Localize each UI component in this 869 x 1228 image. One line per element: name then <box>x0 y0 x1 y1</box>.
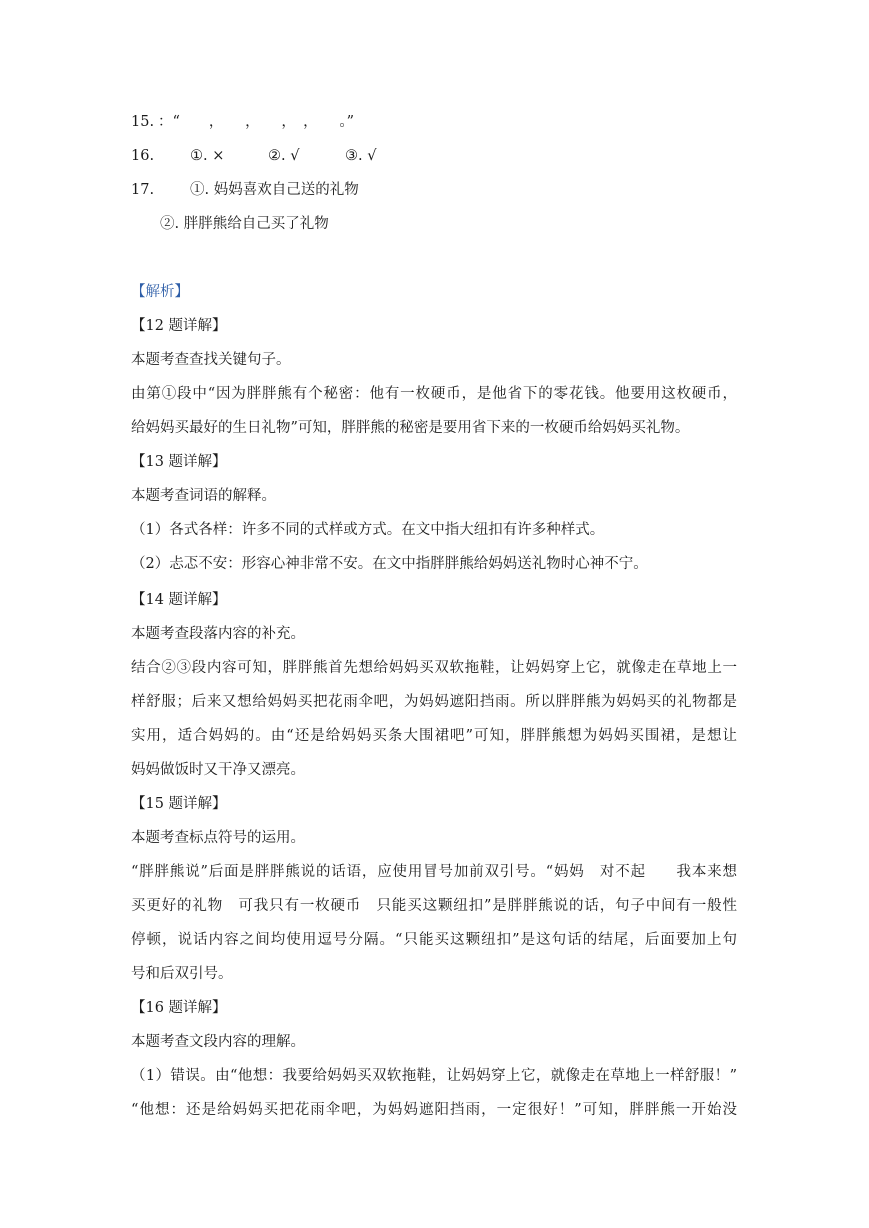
answer-16-number: 16. <box>131 148 155 164</box>
q16-heading: 【16 题详解】 <box>131 1000 227 1016</box>
answer-17-number: 17. <box>131 182 155 198</box>
answer-17-item-2: ②. 胖胖熊给自己买了礼物 <box>160 216 329 232</box>
answer-15-number: 15. <box>131 114 155 130</box>
q13-line-2: （1）各式各样：许多不同的式样或方式。在文中指大纽扣有许多种样式。 <box>131 522 605 538</box>
answer-16-item-2: ②. √ <box>268 148 300 164</box>
q14-line-3: 样舒服；后来又想给妈妈买把花雨伞吧，为妈妈遮阳挡雨。所以胖胖熊为妈妈买的礼物都是 <box>131 694 737 710</box>
q14-line-5: 妈妈做饭时又干净又漂亮。 <box>131 762 305 778</box>
q16-line-1: 本题考查文段内容的理解。 <box>131 1034 305 1050</box>
q15-line-4: 停顿，说话内容之间均使用逗号分隔。“只能买这颗纽扣”是这句话的结尾，后面要加上句 <box>131 932 737 948</box>
q12-heading: 【12 题详解】 <box>131 318 227 334</box>
answer-15-text: ：“ ， ， ， ， 。” <box>158 114 355 130</box>
q13-line-1: 本题考查词语的解释。 <box>131 488 276 504</box>
q16-line-3: “他想：还是给妈妈买把花雨伞吧，为妈妈遮阳挡雨，一定很好！”可知，胖胖熊一开始没 <box>131 1102 737 1118</box>
q12-line-2: 由第①段中“因为胖胖熊有个秘密：他有一枚硬币，是他省下的零花钱。他要用这枚硬币， <box>131 386 737 402</box>
q15-line-2: “胖胖熊说”后面是胖胖熊说的话语，应使用冒号加前双引号。“妈妈 对不起 我本来想 <box>131 864 737 880</box>
q15-heading: 【15 题详解】 <box>131 796 227 812</box>
q15-line-3: 买更好的礼物 可我只有一枚硬币 只能买这颗纽扣”是胖胖熊说的话，句子中间有一般性 <box>131 898 737 914</box>
q12-line-3: 给妈妈买最好的生日礼物”可知，胖胖熊的秘密是要用省下来的一枚硬币给妈妈买礼物。 <box>131 420 690 436</box>
q14-line-2: 结合②③段内容可知，胖胖熊首先想给妈妈买双软拖鞋，让妈妈穿上它，就像走在草地上一 <box>131 660 737 676</box>
answer-16-item-3: ③. √ <box>345 148 377 164</box>
answer-17-item-1: ①. 妈妈喜欢自己送的礼物 <box>190 182 359 198</box>
q13-line-3: （2）忐忑不安：形容心神非常不安。在文中指胖胖熊给妈妈送礼物时心神不宁。 <box>131 556 648 572</box>
analysis-title: 【解析】 <box>131 284 189 300</box>
q12-line-1: 本题考查查找关键句子。 <box>131 352 291 368</box>
q13-heading: 【13 题详解】 <box>131 454 227 470</box>
answer-16-item-1: ①. × <box>190 148 225 164</box>
q14-heading: 【14 题详解】 <box>131 592 227 608</box>
q16-line-2: （1）错误。由“他想：我要给妈妈买双软拖鞋，让妈妈穿上它，就像走在草地上一样舒服！” <box>131 1068 737 1084</box>
q14-line-4: 实用，适合妈妈的。由“还是给妈妈买条大围裙吧”可知，胖胖熊想为妈妈买围裙，是想让 <box>131 728 737 744</box>
q15-line-1: 本题考查标点符号的运用。 <box>131 830 305 846</box>
q15-line-5: 号和后双引号。 <box>131 966 233 982</box>
q14-line-1: 本题考查段落内容的补充。 <box>131 626 305 642</box>
